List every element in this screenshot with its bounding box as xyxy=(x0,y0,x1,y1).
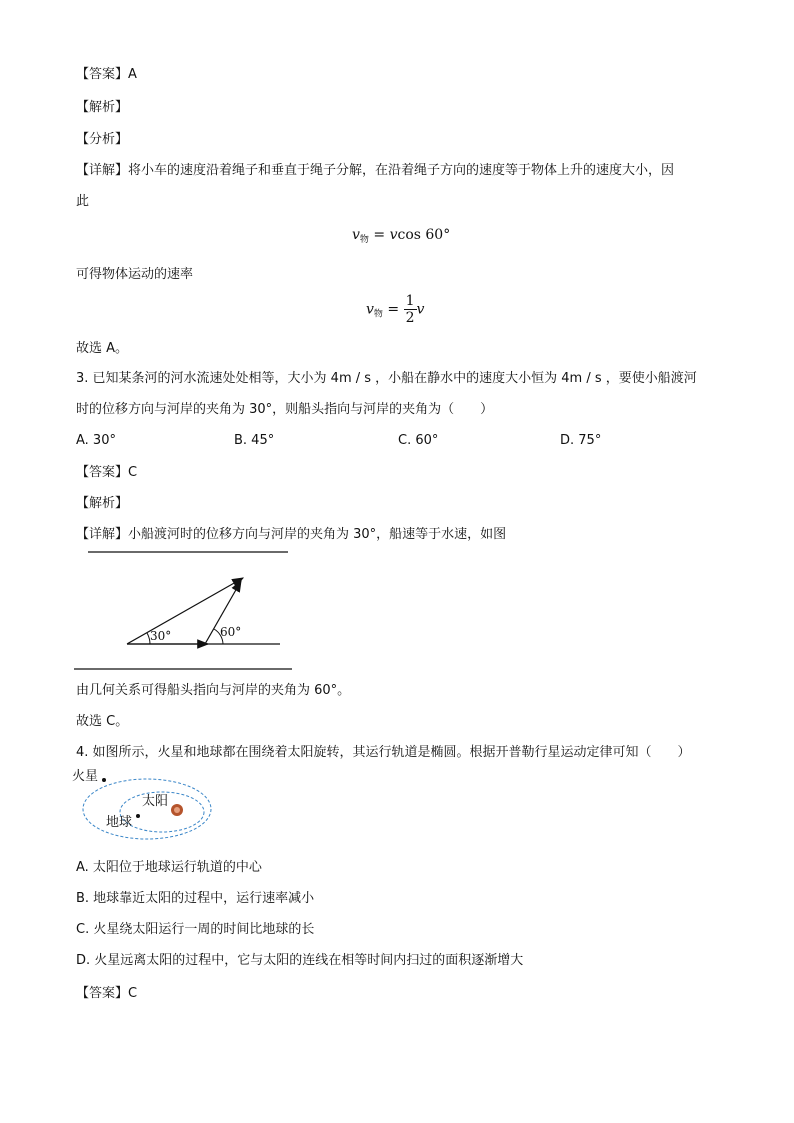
q3-option-b: B. 45° xyxy=(234,433,275,448)
q4-option-b: B. 地球靠近太阳的过程中，运行速率减小 xyxy=(76,891,315,906)
angle-label-30: 30° xyxy=(150,629,172,643)
detail-paragraph: 【详解】将小车的速度沿着绳子和垂直于绳子分解，在沿着绳子方向的速度等于物体上升的速度大小，因 xyxy=(76,163,675,178)
geometry-conclusion: 由几何关系可得船头指向与河岸的夹角为 60°。 xyxy=(76,683,351,698)
equation-2: $v_物$ = $\frac{1}{2}$ v xyxy=(366,293,425,326)
question-4-line-1: 4. 如图所示，火星和地球都在围绕着太阳旋转，其运行轨道是椭圆。根据开普勒行星运动定律可知（ ） xyxy=(76,745,691,760)
question-3-line-2: 时的位移方向与河岸的夹角为 30°，则船头指向与河岸的夹角为（ ） xyxy=(76,402,494,417)
analysis-sub-label: 【分析】 xyxy=(76,132,129,147)
choice-text: 故选 A。 xyxy=(76,341,129,356)
angle-label-60: 60° xyxy=(220,625,242,639)
analysis-label-2: 【解析】 xyxy=(76,496,129,511)
mars-orbit xyxy=(83,779,211,839)
detail-paragraph-cont: 此 xyxy=(76,194,90,209)
answer-label-2: 【答案】C xyxy=(76,465,138,480)
question-3-line-1: 3. 已知某条河的河水流速处处相等，大小为 4m / s ，小船在静水中的速度大小恒为 4m / s ，要使小船渡河 xyxy=(76,371,697,386)
choice-text-2: 故选 C。 xyxy=(76,714,129,729)
q3-option-d: D. 75° xyxy=(560,433,602,448)
earth-label: 地球 xyxy=(106,815,133,830)
sun-label: 太阳 xyxy=(142,794,169,809)
equation-1: $v_物 = vcos$ 60° xyxy=(352,227,451,245)
orbit-diagram xyxy=(72,764,222,844)
q3-option-c: C. 60° xyxy=(398,433,439,448)
detail-paragraph-2: 【详解】小船渡河时的位移方向与河岸的夹角为 30°，船速等于水速，如图 xyxy=(76,527,507,542)
earth-dot xyxy=(136,814,140,818)
q4-option-d: D. 火星远离太阳的过程中，它与太阳的连线在相等时间内扫过的面积逐渐增大 xyxy=(76,953,524,968)
analysis-label: 【解析】 xyxy=(76,100,129,115)
mars-label: 火星 xyxy=(72,769,99,784)
vector-diagram xyxy=(70,545,310,675)
answer-label-3: 【答案】C xyxy=(76,986,138,1001)
rate-text: 可得物体运动的速率 xyxy=(76,267,194,282)
q3-option-a: A. 30° xyxy=(76,433,116,448)
q4-option-a: A. 太阳位于地球运行轨道的中心 xyxy=(76,860,262,875)
answer-label: 【答案】A xyxy=(76,67,137,82)
mars-dot xyxy=(102,778,106,782)
q4-option-c: C. 火星绕太阳运行一周的时间比地球的长 xyxy=(76,922,315,937)
